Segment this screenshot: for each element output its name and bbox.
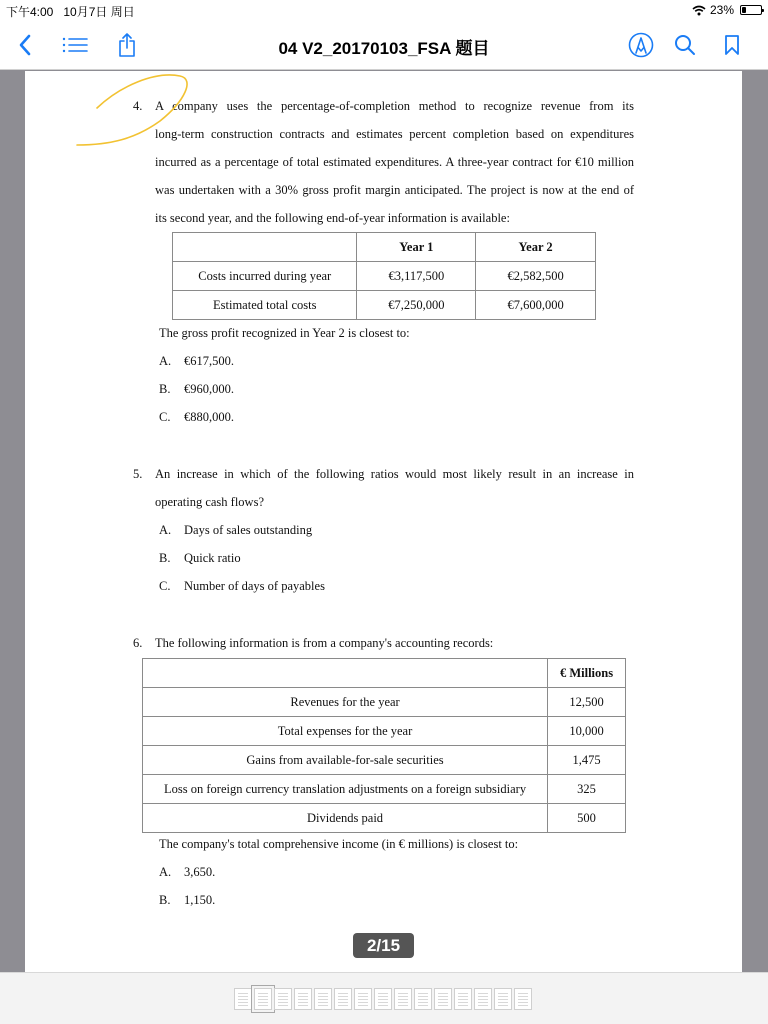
table-cell: Costs incurred during year: [173, 262, 357, 291]
thumbnail-line: [238, 996, 248, 997]
table-cell: €7,600,000: [476, 291, 596, 320]
status-bar: [0, 0, 768, 20]
table-cell: Loss on foreign currency translation adjustments on a foreign subsidiary: [143, 775, 548, 804]
thumbnail-line: [498, 999, 508, 1000]
table-cell: 325: [548, 775, 626, 804]
thumbnail-line: [278, 996, 288, 997]
option-text: Number of days of payables: [184, 579, 325, 593]
table-header-cell: [173, 233, 357, 262]
page-thumbnail[interactable]: [454, 988, 472, 1010]
thumbnail-line: [418, 993, 428, 994]
thumbnail-line: [458, 993, 468, 994]
thumbnail-line: [518, 999, 528, 1000]
table-header-cell: [143, 659, 548, 688]
thumbnail-line: [478, 996, 488, 997]
table-cell: Revenues for the year: [143, 688, 548, 717]
accounting-records-table: [142, 658, 626, 833]
option-label: C.: [159, 410, 171, 424]
page-thumbnail[interactable]: [294, 988, 312, 1010]
markup-pen-icon: [628, 32, 654, 58]
question-line: incurred as a percentage of total estimated expenditures. A three-year contract for €10 million: [155, 155, 634, 169]
thumbnail-line: [238, 999, 248, 1000]
thumbnail-line: [258, 996, 268, 997]
table-cell: 10,000: [548, 717, 626, 746]
table-row: [173, 291, 596, 320]
thumbnail-line: [358, 1002, 368, 1003]
option-label: B.: [159, 893, 171, 907]
thumbnail-line: [378, 996, 388, 997]
battery-level: [742, 7, 746, 13]
table-row: [143, 746, 626, 775]
table-cell: €2,582,500: [476, 262, 596, 291]
thumbnail-line: [398, 1005, 408, 1006]
thumbnail-line: [258, 993, 268, 994]
table-cell: Estimated total costs: [173, 291, 357, 320]
thumbnail-line: [438, 996, 448, 997]
question-line: long-term construction contracts and estimates percent completion based on expenditures: [155, 127, 634, 141]
search-icon: [674, 34, 696, 56]
table-header-cell: € Millions: [548, 659, 626, 688]
thumbnail-line: [518, 996, 528, 997]
page-thumbnail[interactable]: [374, 988, 392, 1010]
page-indicator: 2/15: [353, 933, 414, 958]
thumbnail-line: [278, 1005, 288, 1006]
thumbnail-line: [238, 993, 248, 994]
status-right: [692, 3, 762, 17]
option-text: €880,000.: [184, 410, 234, 424]
thumbnail-line: [458, 1002, 468, 1003]
thumbnail-line: [318, 993, 328, 994]
table-row: [143, 775, 626, 804]
page-thumbnail-strip: [0, 972, 768, 1024]
thumbnail-line: [438, 1002, 448, 1003]
thumbnail-line: [258, 1005, 268, 1006]
thumbnail-line: [418, 1002, 428, 1003]
thumbnail-line: [358, 993, 368, 994]
thumbnail-line: [478, 993, 488, 994]
page-thumbnail[interactable]: [234, 988, 252, 1010]
document-title: 04 V2_20170103_FSA 题目: [278, 39, 490, 58]
thumbnail-line: [298, 999, 308, 1000]
thumbnail-line: [398, 996, 408, 997]
table-cell: 500: [548, 804, 626, 833]
page-thumbnail[interactable]: [334, 988, 352, 1010]
status-date: 10月7日 周日: [63, 5, 135, 19]
option-label: A.: [159, 865, 172, 879]
wifi-icon: [692, 5, 706, 16]
table-header-row: [173, 233, 596, 262]
option-label: A.: [159, 354, 172, 368]
question-line: was undertaken with a 30% gross profit margin anticipated. The project is now at the end of: [155, 183, 634, 197]
markup-button[interactable]: [628, 32, 654, 58]
thumbnail-line: [518, 1002, 528, 1003]
table-cell: €3,117,500: [357, 262, 476, 291]
option-text: €960,000.: [184, 382, 234, 396]
thumbnail-line: [458, 999, 468, 1000]
thumbnail-line: [358, 999, 368, 1000]
option-label: C.: [159, 579, 171, 593]
table-cell: Gains from available-for-sale securities: [143, 746, 548, 775]
thumbnail-line: [518, 1005, 528, 1006]
thumbnail-line: [318, 996, 328, 997]
page-thumbnail[interactable]: [354, 988, 372, 1010]
option-text: 3,650.: [184, 865, 216, 879]
thumbnail-line: [358, 996, 368, 997]
thumbnail-line: [418, 1005, 428, 1006]
thumbnail-line: [238, 1005, 248, 1006]
page-thumbnail[interactable]: [414, 988, 432, 1010]
table-row: [173, 262, 596, 291]
thumbnail-line: [298, 1005, 308, 1006]
thumbnail-line: [338, 1005, 348, 1006]
option-label: A.: [159, 523, 172, 537]
option-text: Quick ratio: [184, 551, 241, 565]
table-header-row: [143, 659, 626, 688]
thumbnail-line: [498, 1002, 508, 1003]
thumbnail-line: [378, 1005, 388, 1006]
page-thumbnail[interactable]: [434, 988, 452, 1010]
thumbnail-line: [478, 1002, 488, 1003]
answer-option: [159, 579, 325, 594]
battery-percent: 23%: [709, 3, 734, 17]
battery-icon: [740, 5, 762, 15]
option-text: Days of sales outstanding: [184, 523, 313, 537]
thumbnail-line: [438, 993, 448, 994]
thumbnail-list: [234, 988, 532, 1010]
thumbnail-line: [438, 1005, 448, 1006]
table-row: [143, 804, 626, 833]
question-line: its second year, and the following end-of-year information is available:: [155, 211, 510, 225]
table-row: [143, 717, 626, 746]
thumbnail-line: [498, 993, 508, 994]
page-thumbnail[interactable]: [474, 988, 492, 1010]
page-thumbnail[interactable]: [494, 988, 512, 1010]
thumbnail-line: [298, 1002, 308, 1003]
question-number: 6.: [133, 636, 143, 650]
question-line: operating cash flows?: [155, 495, 264, 509]
thumbnail-line: [338, 993, 348, 994]
contract-costs-table: [172, 232, 596, 320]
thumbnail-line: [478, 1005, 488, 1006]
table-cell: Dividends paid: [143, 804, 548, 833]
navigation-bar: [0, 20, 768, 70]
question-text: [155, 460, 634, 516]
page-thumbnail[interactable]: [274, 988, 292, 1010]
table-cell: Total expenses for the year: [143, 717, 548, 746]
table-header-cell: Year 1: [357, 233, 476, 262]
option-label: B.: [159, 551, 171, 565]
thumbnail-line: [398, 993, 408, 994]
thumbnail-line: [398, 1002, 408, 1003]
thumbnail-line: [338, 1002, 348, 1003]
page-thumbnail[interactable]: [314, 988, 332, 1010]
answer-option: [159, 410, 234, 425]
question-line: A company uses the percentage-of-completion method to recognize revenue from its: [155, 99, 634, 113]
bookmark-button[interactable]: [719, 32, 745, 58]
option-text: 1,150.: [184, 893, 216, 907]
table-row: [143, 688, 626, 717]
search-button[interactable]: [672, 32, 698, 58]
status-time: 下午4:00: [6, 5, 54, 19]
thumbnail-line: [378, 1002, 388, 1003]
thumbnail-line: [278, 999, 288, 1000]
thumbnail-line: [378, 993, 388, 994]
answer-option: [159, 354, 234, 369]
table-cell: €7,250,000: [357, 291, 476, 320]
option-text: €617,500.: [184, 354, 234, 368]
thumbnail-line: [358, 1005, 368, 1006]
page-thumbnail[interactable]: [254, 988, 272, 1010]
thumbnail-line: [498, 1005, 508, 1006]
thumbnail-line: [518, 993, 528, 994]
thumbnail-line: [458, 996, 468, 997]
question-prompt: The gross profit recognized in Year 2 is closest to:: [159, 326, 410, 340]
thumbnail-line: [298, 993, 308, 994]
thumbnail-line: [318, 1005, 328, 1006]
thumbnail-line: [498, 996, 508, 997]
thumbnail-line: [238, 1002, 248, 1003]
question-prompt: The company's total comprehensive income (in € millions) is closest to:: [159, 837, 519, 851]
thumbnail-line: [478, 999, 488, 1000]
question-number: 4.: [133, 99, 143, 113]
answer-option: [159, 382, 234, 397]
thumbnail-line: [418, 999, 428, 1000]
answer-option: [159, 551, 241, 566]
thumbnail-line: [318, 1002, 328, 1003]
question-text: [155, 92, 634, 232]
thumbnail-line: [258, 1002, 268, 1003]
page-thumbnail[interactable]: [514, 988, 532, 1010]
question-text: The following information is from a company's accounting records:: [155, 636, 494, 650]
thumbnail-line: [338, 996, 348, 997]
thumbnail-line: [318, 999, 328, 1000]
thumbnail-line: [298, 996, 308, 997]
question-number: 5.: [133, 467, 143, 481]
status-time-date: [6, 3, 135, 20]
thumbnail-line: [338, 999, 348, 1000]
thumbnail-line: [438, 999, 448, 1000]
thumbnail-line: [258, 999, 268, 1000]
table-cell: 12,500: [548, 688, 626, 717]
table-cell: 1,475: [548, 746, 626, 775]
table-header-cell: Year 2: [476, 233, 596, 262]
thumbnail-line: [458, 1005, 468, 1006]
pdf-page[interactable]: [25, 71, 742, 972]
page-thumbnail[interactable]: [394, 988, 412, 1010]
thumbnail-line: [398, 999, 408, 1000]
answer-option: [159, 523, 312, 538]
answer-option: [159, 893, 215, 908]
thumbnail-line: [418, 996, 428, 997]
bookmark-icon: [724, 34, 740, 56]
answer-option: [159, 865, 215, 880]
thumbnail-line: [378, 999, 388, 1000]
question-line: An increase in which of the following ratios would most likely result in an increase in: [155, 467, 634, 481]
option-label: B.: [159, 382, 171, 396]
thumbnail-line: [278, 1002, 288, 1003]
thumbnail-line: [278, 993, 288, 994]
